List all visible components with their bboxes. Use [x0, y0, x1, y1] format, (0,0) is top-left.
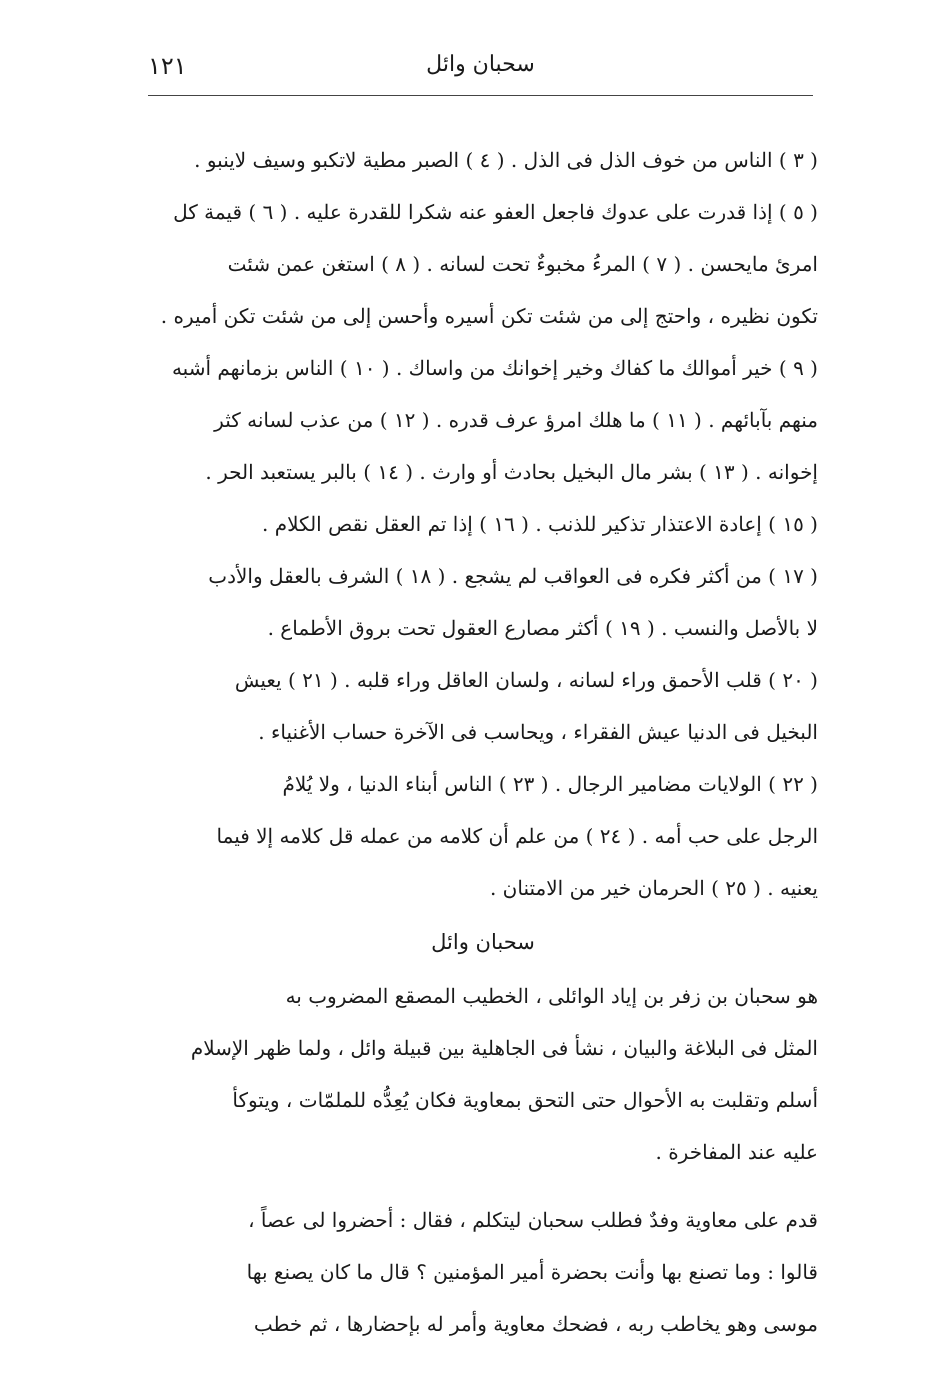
- text-line: يعنيه . ( ٢٥ ) الحرمان خير من الامتنان .: [489, 876, 818, 900]
- text-line: منهم بآبائهم . ( ١١ ) ما هلك امرؤ عرف قدره . ( ١٢ ) من عذب لسانه كثر: [214, 408, 818, 432]
- text-line: ( ٥ ) إذا قدرت على عدوك فاجعل العفو عنه شكرا للقدرة عليه . ( ٦ ) قيمة كل: [173, 200, 818, 224]
- header-divider: [148, 95, 813, 96]
- text-line: أسلم وتقلبت به الأحوال حتى التحق بمعاوية فكان يُعِدُّه للملمّات ، ويتوكأ: [232, 1088, 818, 1112]
- running-title: سحبان وائل: [426, 52, 535, 77]
- text-line: هو سحبان بن زفر بن إياد الوائلى ، الخطيب المصقع المضروب به: [285, 984, 818, 1008]
- anecdote-paragraph: [148, 1194, 818, 1350]
- text-line: قالوا : وما تصنع بها وأنت بحضرة أمير المؤمنين ؟ قال ما كان يصنع بها: [246, 1260, 818, 1284]
- proverbs-block: [148, 134, 818, 914]
- text-line: عليه عند المفاخرة .: [655, 1140, 818, 1164]
- text-line: ( ٢٠ ) قلب الأحمق وراء لسانه ، ولسان العاقل وراء قلبه . ( ٢١ ) يعيش: [234, 668, 818, 692]
- text-line: البخيل فى الدنيا عيش الفقراء ، ويحاسب فى الآخرة حساب الأغنياء .: [258, 720, 818, 744]
- page-header: [148, 48, 813, 90]
- text-line: ( ٩ ) خير أموالك ما كفاك وخير إخوانك من واساك . ( ١٠ ) الناس بزمانهم أشبه: [171, 356, 818, 380]
- text-line: تكون نظيره ، واحتج إلى من شئت تكن أسيره وأحسن إلى من شئت تكن أميره .: [160, 304, 818, 328]
- section-heading: سحبان وائل: [431, 930, 535, 954]
- text-line: إخوانه . ( ١٣ ) بشر مال البخيل بحادث أو وارث . ( ١٤ ) بالبر يستعبد الحر .: [205, 460, 818, 484]
- text-line: ( ٣ ) الناس من خوف الذل فى الذل . ( ٤ ) الصبر مطية لاتكبو وسيف لاينبو .: [194, 148, 818, 172]
- text-line: ( ٢٢ ) الولايات مضامير الرجال . ( ٢٣ ) الناس أبناء الدنيا ، ولا يُلامُ: [282, 772, 818, 796]
- text-line: ( ١٧ ) من أكثر فكره فى العواقب لم يشجع . ( ١٨ ) الشرف بالعقل والأدب: [208, 564, 818, 588]
- text-line: موسى وهو يخاطب ربه ، فضحك معاوية وأمر له بإحضارها ، ثم خطب: [253, 1312, 818, 1336]
- text-line: لا بالأصل والنسب . ( ١٩ ) أكثر مصارع العقول تحت بروق الأطماع .: [267, 616, 818, 640]
- text-line: الرجل على حب أمه . ( ٢٤ ) من علم أن كلامه من عمله قل كلامه إلا فيما: [216, 824, 818, 848]
- paragraph-spacer: [148, 1178, 818, 1194]
- text-line: المثل فى البلاغة والبيان ، نشأ فى الجاهلية بين قبيلة وائل ، ولما ظهر الإسلام: [190, 1036, 818, 1060]
- text-line: امرئ مايحسن . ( ٧ ) المرءُ مخبوءٌ تحت لسانه . ( ٨ ) استغن عمن شئت: [227, 252, 818, 276]
- text-line: قدم على معاوية وفدٌ فطلب سحبان ليتكلم ، فقال : أحضروا لى عصاً ،: [248, 1208, 818, 1232]
- biography-paragraph: [148, 970, 818, 1178]
- text-line: ( ١٥ ) إعادة الاعتذار تذكير للذنب . ( ١٦ ) إذا تم العقل نقص الكلام .: [262, 512, 818, 536]
- page-body: [148, 134, 818, 1350]
- page-number: ١٢١: [148, 52, 187, 80]
